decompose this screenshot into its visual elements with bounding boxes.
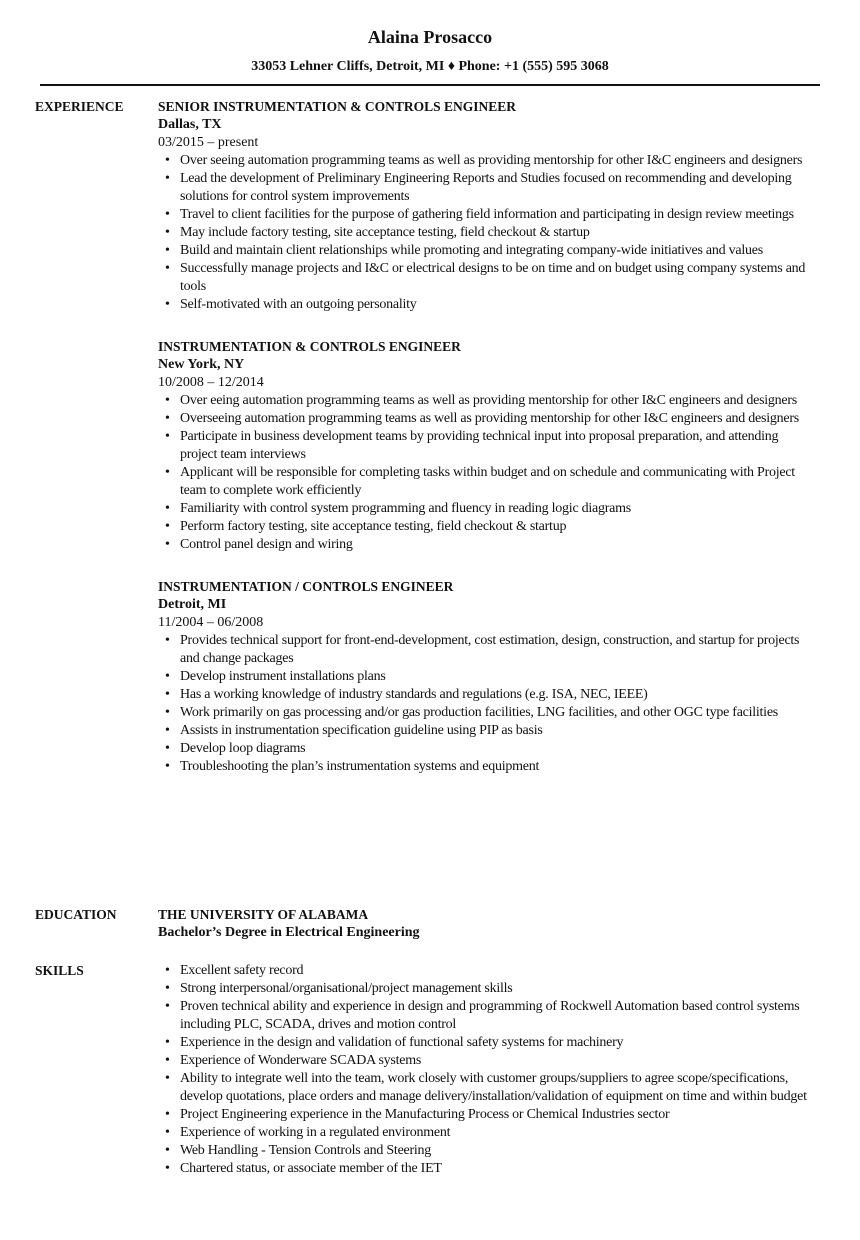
job-entry <box>158 338 818 554</box>
skill-item: • Chartered status, or associate member of the IET <box>158 1160 810 1178</box>
list-item: • Overseeing automation programming teams as well as providing mentorship for other I&C engineers and designers <box>158 410 810 428</box>
job-title: INSTRUMENTATION / CONTROLS ENGINEER <box>158 579 454 594</box>
list-item: • Perform factory testing, site acceptance testing, field checkout & startup <box>158 518 810 536</box>
list-item: • Assists in instrumentation specification guideline using PIP as basis <box>158 722 810 740</box>
job-dates: 10/2008 – 12/2014 <box>158 375 264 390</box>
list-item: • Has a working knowledge of industry standards and regulations (e.g. ISA, NEC, IEEE) <box>158 686 810 704</box>
skill-item: • Experience of Wonderware SCADA systems <box>158 1052 810 1070</box>
list-item: • Work primarily on gas processing and/or gas production facilities, LNG facilities, and other OGC type facilities <box>158 704 810 722</box>
section-label-education: EDUCATION <box>35 907 117 922</box>
list-item: • Self-motivated with an outgoing personality <box>158 296 810 314</box>
skill-item: • Strong interpersonal/organisational/project management skills <box>158 980 810 998</box>
candidate-name: Alaina Prosacco <box>367 27 493 47</box>
list-item: • Develop instrument installations plans <box>158 668 810 686</box>
school-name: THE UNIVERSITY OF ALABAMA <box>158 907 369 922</box>
contact-info: 33053 Lehner Cliffs, Detroit, MI ♦ Phone: +1 (555) 595 3068 <box>251 59 609 74</box>
skill-item: • Excellent safety record <box>158 962 810 980</box>
skill-item: • Web Handling - Tension Controls and Steering <box>158 1142 810 1160</box>
skills-list <box>158 962 818 1178</box>
list-item: • Provides technical support for front-end-development, cost estimation, design, construction, and startup for projects and change packages <box>158 632 810 668</box>
skill-item: • Ability to integrate well into the team, work closely with customer groups/suppliers to agree scope/specifications, develop quotations, place orders and manage delivery/installation/validation of equipment on time and within budget <box>158 1070 810 1106</box>
job-bullets <box>158 392 818 554</box>
skill-item: • Experience in the design and validation of functional safety systems for machinery <box>158 1034 810 1052</box>
list-item: • Over seeing automation programming teams as well as providing mentorship for other I&C engineers and designers <box>158 152 810 170</box>
skills-section <box>0 962 860 1178</box>
job-list <box>158 98 818 776</box>
job-entry <box>158 578 818 776</box>
job-dates: 11/2004 – 06/2008 <box>158 615 264 630</box>
list-item: • Build and maintain client relationships while promoting and integrating company-wide initiatives and values <box>158 242 810 260</box>
job-location: New York, NY <box>158 357 245 372</box>
degree: Bachelor’s Degree in Electrical Engineering <box>158 925 420 940</box>
header-divider <box>40 84 820 86</box>
list-item: • Control panel design and wiring <box>158 536 810 554</box>
skill-item: • Project Engineering experience in the Manufacturing Process or Chemical Industries sector <box>158 1106 810 1124</box>
job-location: Dallas, TX <box>158 117 222 132</box>
job-title: SENIOR INSTRUMENTATION & CONTROLS ENGINEER <box>158 99 517 114</box>
job-title: INSTRUMENTATION & CONTROLS ENGINEER <box>158 339 461 354</box>
list-item: • Successfully manage projects and I&C or electrical designs to be on time and on budget using company systems and tools <box>158 260 810 296</box>
list-item: • Participate in business development teams by providing technical input into proposal preparation, and attending project team interviews <box>158 428 810 464</box>
job-entry <box>158 98 818 314</box>
job-dates: 03/2015 – present <box>158 135 259 150</box>
list-item: • May include factory testing, site acceptance testing, field checkout & startup <box>158 224 810 242</box>
job-location: Detroit, MI <box>158 597 227 612</box>
education-section <box>0 906 860 942</box>
list-item: • Develop loop diagrams <box>158 740 810 758</box>
skill-item: • Proven technical ability and experience in design and programming of Rockwell Automation based control systems including PLC, SCADA, drives and motion control <box>158 998 810 1034</box>
list-item: • Lead the development of Preliminary Engineering Reports and Studies focused on recommending and developing solutions for control system improvements <box>158 170 810 206</box>
list-item: • Travel to client facilities for the purpose of gathering field information and participating in design review meetings <box>158 206 810 224</box>
job-bullets <box>158 152 818 314</box>
list-item: • Troubleshooting the plan’s instrumentation systems and equipment <box>158 758 810 776</box>
skill-item: • Experience of working in a regulated environment <box>158 1124 810 1142</box>
list-item: • Applicant will be responsible for completing tasks within budget and on schedule and communicating with Project team to complete work efficiently <box>158 464 810 500</box>
experience-section <box>0 98 860 800</box>
job-bullets <box>158 632 818 776</box>
list-item: • Familiarity with control system programming and fluency in reading logic diagrams <box>158 500 810 518</box>
section-label-skills: SKILLS <box>35 963 84 978</box>
list-item: • Over eeing automation programming teams as well as providing mentorship for other I&C engineers and designers <box>158 392 810 410</box>
section-label-experience: EXPERIENCE <box>35 99 124 114</box>
